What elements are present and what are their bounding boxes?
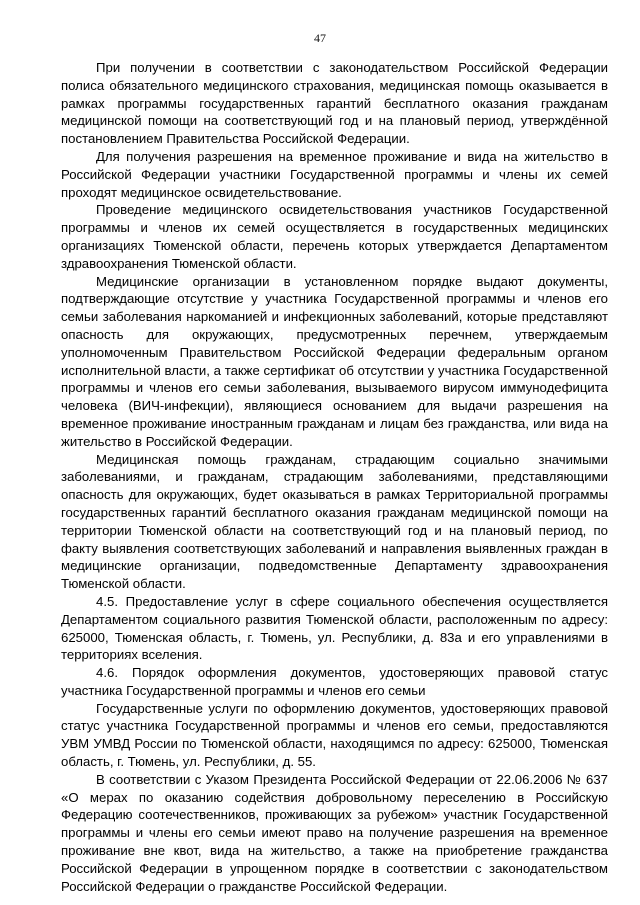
paragraph-socially-significant-diseases: Медицинская помощь гражданам, страдающим социально значимыми заболеваниями, и гражданам, страдающим заболеваниями, представляющими опасность для окружающих, будет оказываться в рамках Территориальной программы государственных гарантий бесплатного оказания гражданам медицинской помощи на территории Тюменской области на соответствующий год и на плановый период, по факту выявления соответствующих заболеваний и направления выявленных граждан в медицинские организации, подведомственные Департаменту здравоохранения Тюменской области. — [61, 451, 608, 592]
document-body — [61, 59, 608, 895]
paragraph-section-4-6-heading: 4.6. Порядок оформления документов, удостоверяющих правовой статус участника Государственной программы и членов его семьи — [61, 665, 608, 698]
paragraph-medical-insurance: При получении в соответствии с законодательством Российской Федерации полиса обязательного медицинского страхования, медицинская помощь оказывается в рамках программы государственных гарантий бесплатного оказания гражданам медицинской помощи на соответствующий год и на плановый период, утверждённой постановлением Правительства Российской Федерации. — [61, 60, 608, 147]
paragraph-section-4-5: 4.5. Предоставление услуг в сфере социального обеспечения осуществляется Департаментом социального развития Тюменской области, расположенным по адресу: 625000, Тюменская область, г. Тюмень, ул. Республики, д. 83а и его управлениями в территориях вселения. — [61, 593, 608, 663]
paragraph-exam-organizations: Проведение медицинского освидетельствования участников Государственной программы и членов их семей осуществляется в государственных медицинских организациях Тюменской области, перечень которых утверждается Департаментом здравоохранения Тюменской области. — [61, 202, 608, 271]
paragraph-legal-status-services: Государственные услуги по оформлению документов, удостоверяющих правовой статус участника Государственной программы и членов его семьи, предоставляются УВМ УМВД России по Тюменской области, находящимся по адресу: 625000, Тюменская область, г. Тюмень, ул. Республики, д. 55. — [61, 700, 608, 770]
paragraph-presidential-decree: В соответствии с Указом Президента Российской Федерации от 22.06.2006 № 637 «О мерах по оказанию содействия добровольному переселению в Российскую Федерацию соотечественников, проживающих за рубежом» участник Государственной программы и члены его семьи имеют право на получение разрешения на временное проживание вне квот, вида на жительство, а также на приобретение гражданства Российской Федерации в упрощенном порядке в соответствии с законодательством Российской Федерации о гражданстве Российской Федерации. — [61, 771, 608, 894]
paragraph-medical-documents: Медицинские организации в установленном порядке выдают документы, подтверждающие отсутствие у участника Государственной программы и членов его семьи заболевания наркоманией и инфекционных заболеваний, которые представляют опасность для окружающих, предусмотренных перечнем, утверждаемым уполномоченным Правительством Российской Федерации федеральным органом исполнительной власти, а также сертификат об отсутствии у участника Государственной программы и членов его семьи заболевания, вызываемого вирусом иммунодефицита человека (ВИЧ-инфекции), являющиеся основанием для выдачи разрешения на временное проживание иностранным гражданам и лицам без гражданства, или вида на жительство в Российской Федерации. — [61, 273, 608, 449]
paragraph-residence-permit-exam: Для получения разрешения на временное проживание и вида на жительство в Российской Федерации участники Государственной программы и члены их семей проходят медицинское освидетельствование. — [61, 148, 608, 200]
page-number: 47 — [314, 31, 326, 45]
